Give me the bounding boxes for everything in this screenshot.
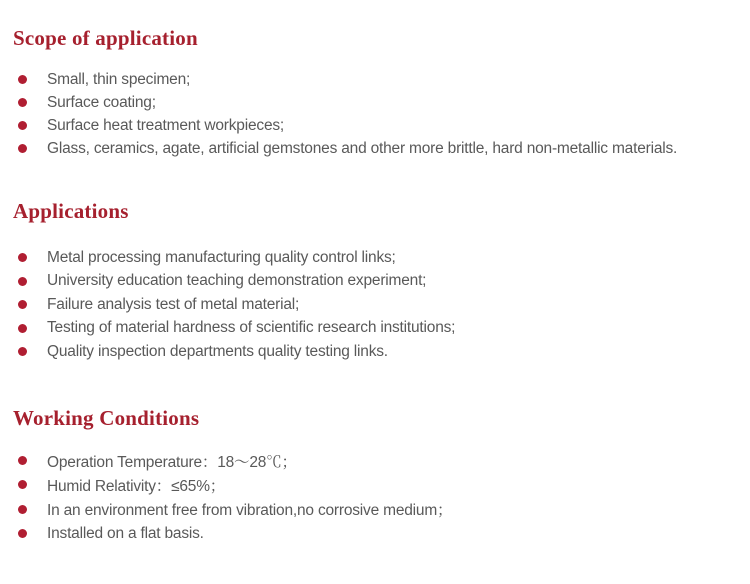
- list-item: [0, 317, 750, 341]
- list-item-text: Humid Relativity：≤65%；: [47, 477, 226, 495]
- list-item: [0, 270, 750, 294]
- list-item-text: Failure analysis test of metal material;: [47, 295, 300, 313]
- list-item: [0, 293, 750, 317]
- applications-list: [0, 246, 750, 364]
- bullet-icon: [18, 75, 27, 84]
- bullet-icon: [18, 529, 27, 538]
- bullet-icon: [18, 277, 27, 286]
- list-item: [0, 246, 750, 270]
- bullet-icon: [18, 98, 27, 107]
- bullet-icon: [18, 144, 27, 153]
- bullet-icon: [18, 121, 27, 130]
- list-item-text: Operation Temperature：18～28℃；: [47, 453, 297, 471]
- section-title-scope-of-application: Scope of application: [13, 26, 198, 50]
- list-item-text: Small, thin specimen;: [47, 70, 191, 88]
- list-item-text: Testing of material hardness of scientific research institutions;: [47, 319, 456, 337]
- bullet-icon: [18, 253, 27, 262]
- list-item: [0, 340, 750, 364]
- bullet-icon: [18, 480, 27, 489]
- list-item: [0, 137, 750, 160]
- scope-list: [0, 68, 750, 160]
- section-title-applications: Applications: [13, 199, 129, 223]
- list-item-text: Surface coating;: [47, 93, 156, 111]
- list-item-text: In an environment free from vibration,no corrosive medium；: [47, 502, 453, 520]
- list-item-text: Quality inspection departments quality testing links.: [47, 342, 388, 360]
- bullet-icon: [18, 347, 27, 356]
- section-title-working-conditions: Working Conditions: [13, 405, 200, 430]
- list-item-text: Glass, ceramics, agate, artificial gemstones and other more brittle, hard non-metallic materials.: [47, 139, 678, 157]
- list-item-text: Metal processing manufacturing quality control links;: [47, 248, 396, 266]
- list-item-text: Surface heat treatment workpieces;: [47, 116, 285, 134]
- list-item: [0, 68, 750, 91]
- bullet-icon: [18, 505, 27, 514]
- bullet-icon: [18, 324, 27, 333]
- list-item-text: University education teaching demonstration experiment;: [47, 272, 427, 290]
- list-item: [0, 114, 750, 137]
- list-item: [0, 449, 750, 473]
- list-item-text: Installed on a flat basis.: [47, 524, 204, 542]
- bullet-icon: [18, 456, 27, 465]
- list-item: [0, 521, 750, 545]
- bullet-icon: [18, 300, 27, 309]
- list-item: [0, 91, 750, 114]
- list-item: [0, 497, 750, 521]
- working-conditions-list: [0, 449, 750, 546]
- list-item: [0, 473, 750, 497]
